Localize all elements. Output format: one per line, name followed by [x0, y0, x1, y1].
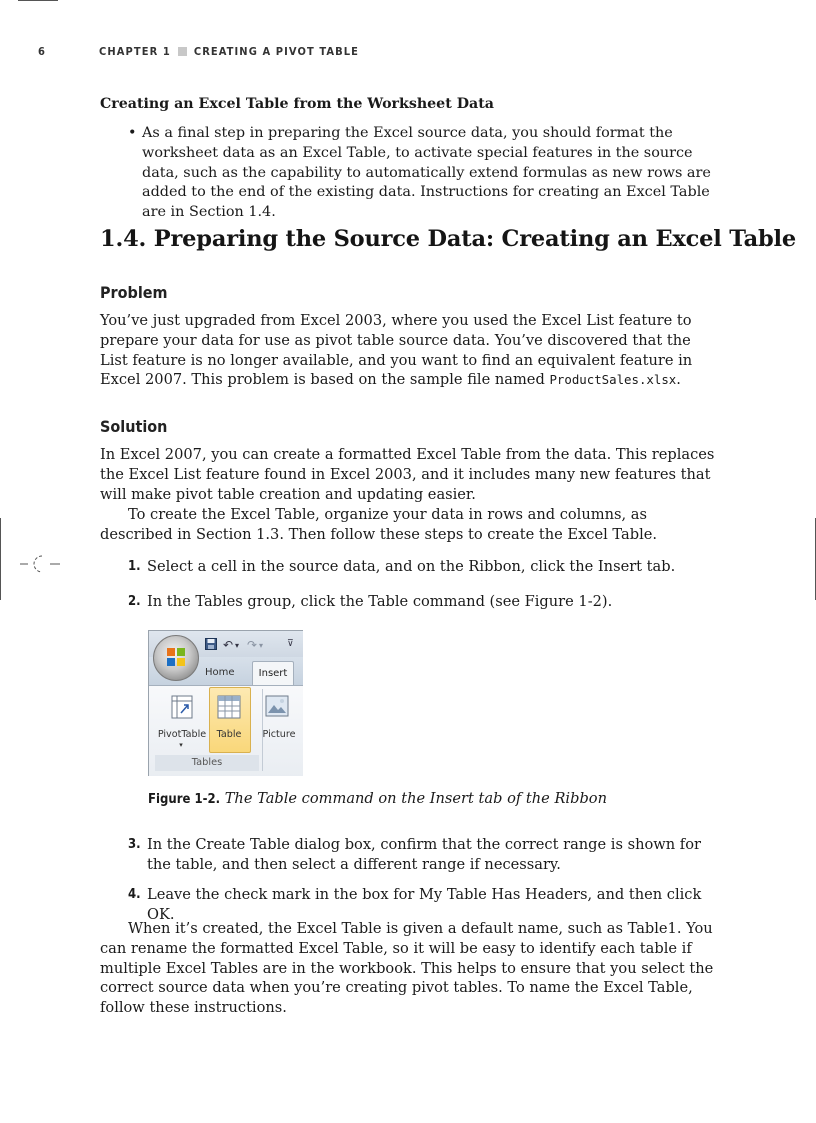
undo-icon: ↶	[223, 638, 234, 652]
step-2	[128, 592, 720, 612]
step-number: 4.	[128, 887, 141, 902]
solution-heading: Solution	[100, 417, 168, 436]
chevron-down-icon: ▾	[259, 641, 264, 650]
separator-square-icon	[178, 47, 187, 56]
crop-mark-top	[18, 0, 58, 1]
solution-paragraph-1: In Excel 2007, you can create a formatted Excel Table from the data. This replaces the Excel List feature found in Excel 2003, and it includes many new features that will make pivot table creation and updating easier.	[100, 446, 715, 503]
redo-icon: ↷	[247, 638, 258, 652]
problem-text: You’ve just upgraded from Excel 2003, where you used the Excel List feature to prepare your data for use as pivot table source data. You’ve discovered that the List feature is no longer available, and you want to find an equivalent feature in Excel 2007. This problem is based on the sample file named	[100, 312, 693, 389]
step-number: 3.	[128, 837, 141, 852]
pivottable-command[interactable]: PivotTable	[157, 729, 207, 740]
problem-paragraph	[100, 311, 718, 390]
step-text: Select a cell in the source data, and on the Ribbon, click the Insert tab.	[147, 558, 676, 575]
save-icon	[205, 638, 217, 653]
figure-caption	[148, 790, 607, 807]
solution-paragraph-2: To create the Excel Table, organize your data in rows and columns, as described in Section 1.3. Then follow these steps to create the Excel Table.	[100, 506, 658, 543]
running-head	[38, 44, 738, 58]
step-text: In the Create Table dialog box, confirm that the correct range is shown for the table, and then select a different range if necessary.	[147, 836, 701, 873]
problem-text-end: .	[676, 371, 681, 389]
office-logo-icon	[166, 647, 186, 667]
tables-group-label: Tables	[155, 755, 259, 771]
chapter-label: CHAPTER 1	[99, 44, 171, 58]
step-1	[128, 557, 720, 577]
ribbon-figure	[148, 630, 303, 776]
tab-insert[interactable]: Insert	[252, 661, 294, 686]
figure-caption-label: Figure 1-2.	[148, 792, 221, 807]
picture-command[interactable]: Picture	[262, 729, 296, 740]
picture-icon	[265, 695, 289, 717]
step-number: 2.	[128, 594, 141, 609]
sample-filename: ProductSales.xlsx	[549, 372, 677, 388]
table-icon	[217, 695, 241, 719]
chevron-down-icon: ▾	[235, 641, 240, 650]
customize-toolbar-icon: ⊽	[287, 639, 294, 649]
section-title: 1.4. Preparing the Source Data: Creating an Excel Table	[100, 226, 796, 252]
tab-home[interactable]: Home	[205, 667, 235, 678]
office-button[interactable]	[153, 635, 199, 681]
group-divider	[262, 689, 263, 771]
crop-mark-left	[0, 518, 1, 600]
figure-caption-text: The Table command on the Insert tab of the Ribbon	[224, 790, 607, 807]
chevron-down-icon: ▾	[179, 741, 183, 749]
step-3	[128, 835, 720, 875]
table-command[interactable]: Table	[216, 729, 242, 740]
step-number: 1.	[128, 559, 141, 574]
bullet-icon: •	[128, 125, 137, 141]
problem-heading: Problem	[100, 283, 168, 302]
closing-paragraph: When it’s created, the Excel Table is given a default name, such as Table1. You can rename the formatted Excel Table, so it will be easy to identify each table if multiple Excel Tables are in the workbook. This helps to ensure that you select the correct source data when you’re creating pivot tables. To name the Excel Table, follow these instructions.	[100, 920, 714, 1017]
chapter-title: CREATING A PIVOT TABLE	[193, 44, 360, 58]
bullet-item	[128, 124, 720, 223]
registration-mark-icon	[20, 552, 62, 576]
pivottable-icon	[171, 695, 193, 719]
subsection-title: Creating an Excel Table from the Worksheet Data	[100, 96, 494, 112]
bullet-text: As a final step in preparing the Excel source data, you should format the worksheet data as an Excel Table, to activate special features in the source data, such as the capability to automatically extend formulas as new rows are added to the end of the existing data. Instructions for creating an Excel Table are in Section 1.4.	[142, 125, 711, 221]
step-text: Leave the check mark in the box for My Table Has Headers, and then click OK.	[147, 886, 702, 923]
step-text: In the Tables group, click the Table command (see Figure 1-2).	[147, 593, 613, 610]
page-number: 6	[38, 44, 46, 58]
